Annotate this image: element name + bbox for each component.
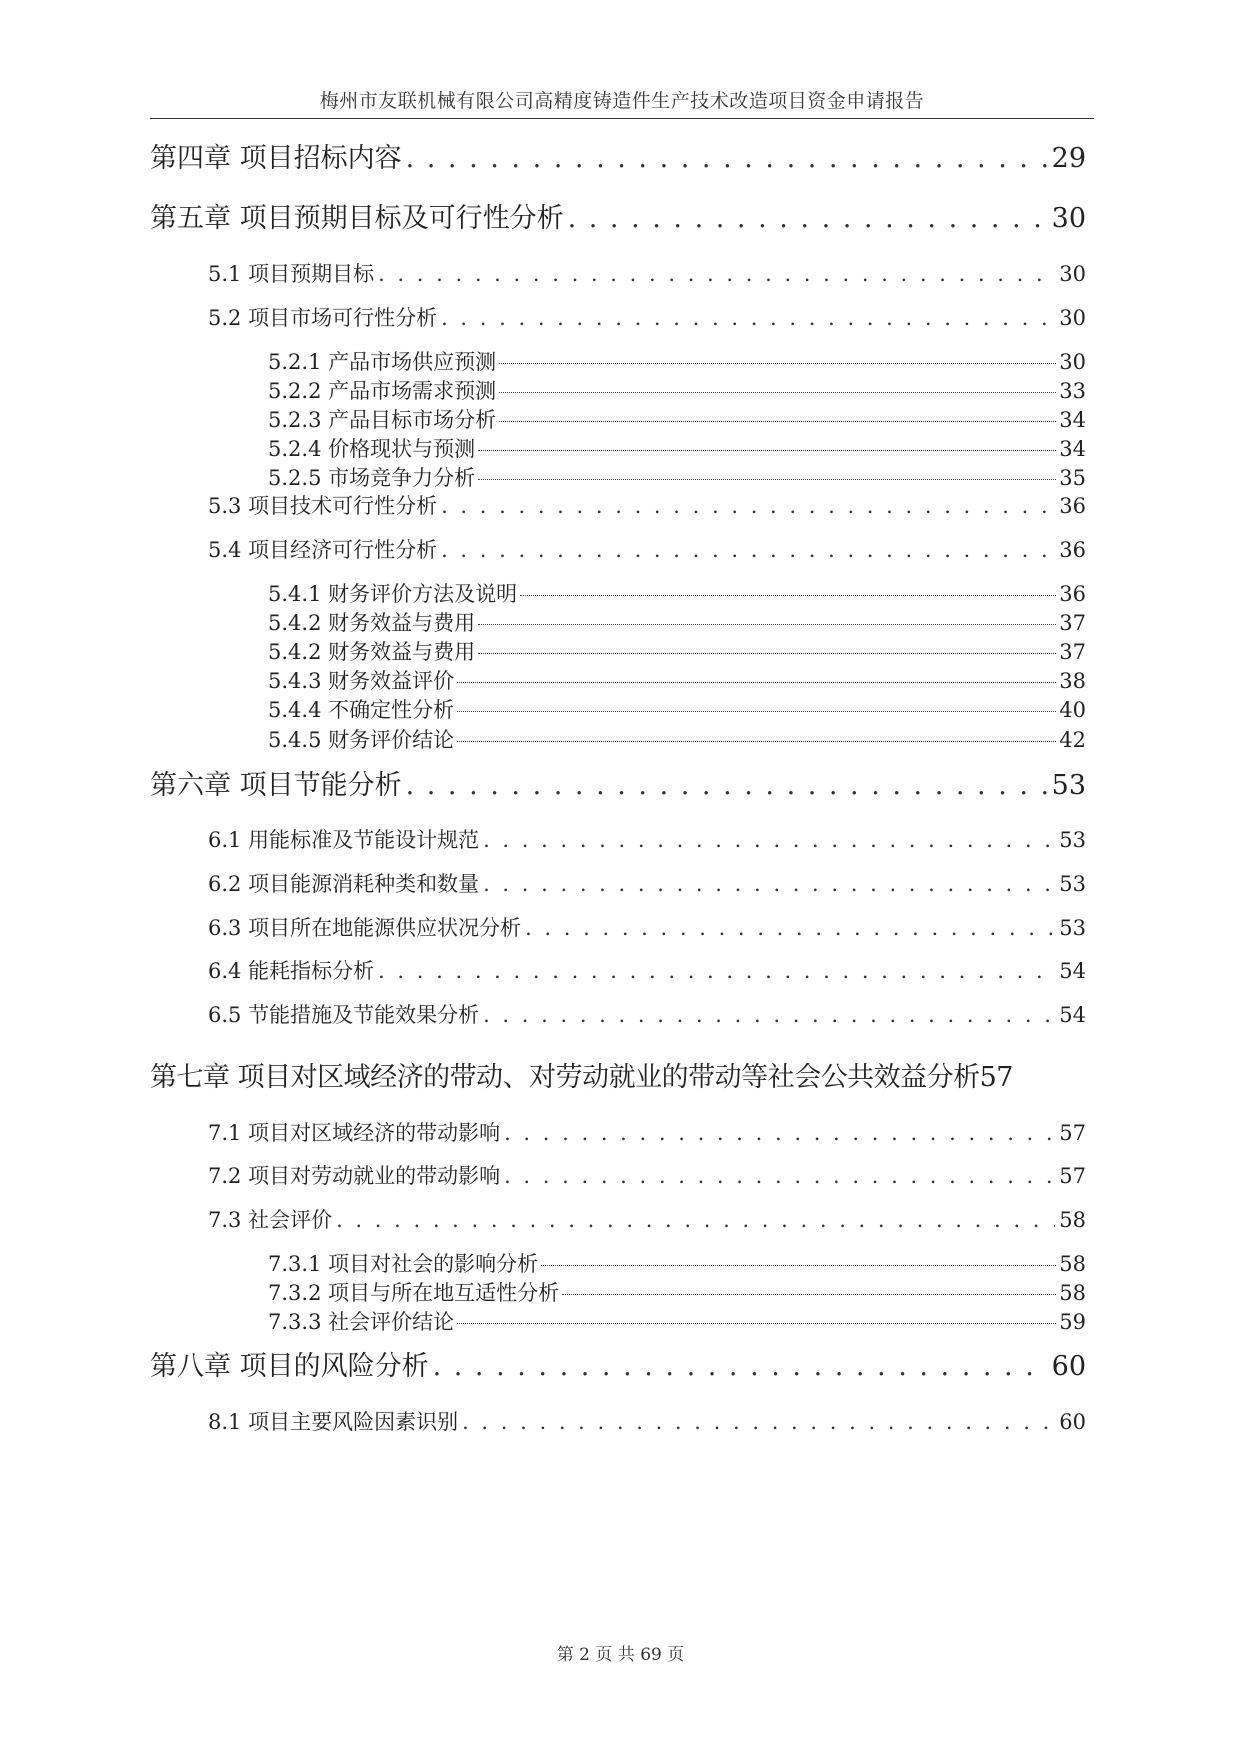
toc-page: 57 [1059,1121,1086,1145]
dot-leader [504,1121,1055,1145]
dot-leader [406,143,1048,174]
toc-page: 36 [1059,538,1086,562]
dot-leader [406,770,1048,801]
toc-label: 7.3.3 社会评价结论 [268,1310,455,1334]
toc-label: 第六章 项目节能分析 [150,770,402,801]
toc-entry-7-2[interactable] [208,1160,1086,1192]
toc-entry-5-4-1[interactable] [268,578,1086,606]
toc-entry-6-4[interactable] [208,955,1086,987]
toc-entry-7-3[interactable] [208,1204,1086,1236]
toc-page: 53 [1059,872,1086,896]
toc-page: 40 [1059,698,1086,722]
toc-label: 6.4 能耗指标分析 [208,959,375,983]
toc-entry-5-4-4[interactable] [268,694,1086,722]
toc-page: 54 [1059,959,1086,983]
toc-label: 7.3 社会评价 [208,1208,333,1232]
toc-page: 60 [1059,1410,1086,1434]
toc-entry-7-3-2[interactable] [268,1277,1086,1305]
toc-entry-5-4-2b[interactable] [268,636,1086,664]
toc-label: 5.3 项目技术可行性分析 [208,494,438,518]
toc-page: 30 [1051,203,1086,234]
toc-entry-chapter-4[interactable] [150,136,1086,176]
dot-leader [499,421,1056,422]
toc-entry-chapter-8[interactable] [150,1344,1086,1384]
toc-entry-chapter-6[interactable] [150,763,1086,803]
toc-label: 6.5 节能措施及节能效果分析 [208,1003,480,1027]
toc-page: 54 [1059,1003,1086,1027]
dot-leader [441,538,1055,562]
toc-label: 5.4.2 财务效益与费用 [268,611,476,635]
toc-entry-5-2-1[interactable] [268,346,1086,374]
toc-entry-5-4-5[interactable] [268,724,1086,752]
dot-leader [457,711,1056,712]
dot-leader [336,1208,1055,1232]
toc-page: 58 [1059,1208,1086,1232]
toc-page: 33 [1059,379,1086,403]
toc-page: 34 [1059,437,1086,461]
dot-leader [483,872,1055,896]
toc-entry-7-3-1[interactable] [268,1248,1086,1276]
dot-leader [478,624,1056,625]
toc-label: 第四章 项目招标内容 [150,143,402,174]
toc-label: 6.3 项目所在地能源供应状况分析 [208,916,522,940]
toc-label: 7.3.1 项目对社会的影响分析 [268,1252,539,1276]
toc-entry-7-3-3[interactable] [268,1306,1086,1334]
toc-label: 5.4 项目经济可行性分析 [208,538,438,562]
dot-leader [378,959,1055,983]
toc-entry-5-4[interactable] [208,534,1086,566]
toc-label: 5.2.1 产品市场供应预测 [268,350,497,374]
toc-label: 第五章 项目预期目标及可行性分析 [150,203,564,234]
toc-entry-5-4-3[interactable] [268,665,1086,693]
toc-entry-5-2-5[interactable] [268,462,1086,490]
dot-leader [504,1164,1055,1188]
toc-entry-5-1[interactable] [208,258,1086,290]
toc-entry-chapter-5[interactable] [150,196,1086,236]
toc-entry-6-2[interactable] [208,868,1086,900]
dot-leader [483,1003,1055,1027]
toc-page: 34 [1059,408,1086,432]
toc-label: 5.4.2 财务效益与费用 [268,640,476,664]
toc-page: 58 [1059,1252,1086,1276]
toc-entry-6-5[interactable] [208,999,1086,1031]
page-number: 第 2 页 共 69 页 [556,1645,685,1665]
dot-leader [441,306,1055,330]
toc-page: 59 [1059,1310,1086,1334]
header-title: 梅州市友联机械有限公司高精度铸造件生产技术改造项目资金申请报告 [319,90,925,112]
toc-entry-7-1[interactable] [208,1117,1086,1149]
dot-leader [499,392,1056,393]
toc-page: 57 [1059,1164,1086,1188]
toc-label: 5.2.3 产品目标市场分析 [268,408,497,432]
toc-label: 5.4.5 财务评价结论 [268,728,455,752]
toc-entry-chapter-7[interactable] [150,1055,1110,1095]
toc-label: 5.4.1 财务评价方法及说明 [268,582,518,606]
toc-label: 第八章 项目的风险分析 [150,1351,429,1382]
toc-label: 8.1 项目主要风险因素识别 [208,1410,459,1434]
toc-page: 37 [1059,640,1086,664]
toc-label: 第七章 项目对区域经济的带动、对劳动就业的带动等社会公共效益分析 [150,1062,980,1093]
toc-label: 5.2.2 产品市场需求预测 [268,379,497,403]
toc-page: 36 [1059,494,1086,518]
toc-page: 53 [1059,828,1086,852]
toc-page: 37 [1059,611,1086,635]
toc-label: 7.1 项目对区域经济的带动影响 [208,1121,501,1145]
toc-label: 7.2 项目对劳动就业的带动影响 [208,1164,501,1188]
toc-label: 5.2 项目市场可行性分析 [208,306,438,330]
toc-page: 60 [1051,1351,1086,1382]
toc-entry-5-2[interactable] [208,302,1086,334]
dot-leader [568,203,1048,234]
toc-page: 58 [1059,1281,1086,1305]
dot-leader [478,653,1056,654]
dot-leader [478,479,1056,480]
dot-leader [457,682,1056,683]
dot-leader [457,741,1056,742]
dot-leader [433,1351,1048,1382]
toc-page: 30 [1059,306,1086,330]
toc-page: 42 [1059,728,1086,752]
toc-label: 6.1 用能标准及节能设计规范 [208,828,480,852]
toc-page: 29 [1051,143,1086,174]
toc-label: 6.2 项目能源消耗种类和数量 [208,872,480,896]
dot-leader [478,450,1056,451]
toc-entry-5-2-2[interactable] [268,375,1086,403]
page-footer [0,1640,1241,1665]
toc-entry-6-1[interactable] [208,824,1086,856]
toc-label: 7.3.2 项目与所在地互适性分析 [268,1281,560,1305]
toc-page: 53 [1059,916,1086,940]
toc-page: 38 [1059,669,1086,693]
dot-leader [499,363,1056,364]
toc-entry-5-3[interactable] [208,490,1086,522]
toc-label: 5.2.4 价格现状与预测 [268,437,476,461]
toc-page: 30 [1059,350,1086,374]
dot-leader [462,1410,1055,1434]
dot-leader [457,1323,1056,1324]
toc-entry-5-2-4[interactable] [268,433,1086,461]
toc-page: 53 [1051,770,1086,801]
toc-page: 30 [1059,262,1086,286]
toc-label: 5.4.3 财务效益评价 [268,669,455,693]
toc-page: 36 [1059,582,1086,606]
dot-leader [541,1265,1056,1266]
toc-label: 5.2.5 市场竞争力分析 [268,466,476,490]
dot-leader [483,828,1055,852]
toc-page: 57 [979,1062,1013,1093]
toc-label: 5.4.4 不确定性分析 [268,698,455,722]
toc-entry-5-4-2[interactable] [268,607,1086,635]
dot-leader [562,1294,1056,1295]
dot-leader [525,916,1055,940]
toc-entry-6-3[interactable] [208,912,1086,944]
dot-leader [441,494,1055,518]
dot-leader [520,595,1056,596]
toc-page: 35 [1059,466,1086,490]
toc-entry-8-1[interactable] [208,1406,1086,1438]
toc-label: 5.1 项目预期目标 [208,262,375,286]
dot-leader [378,262,1055,286]
toc-entry-5-2-3[interactable] [268,404,1086,432]
